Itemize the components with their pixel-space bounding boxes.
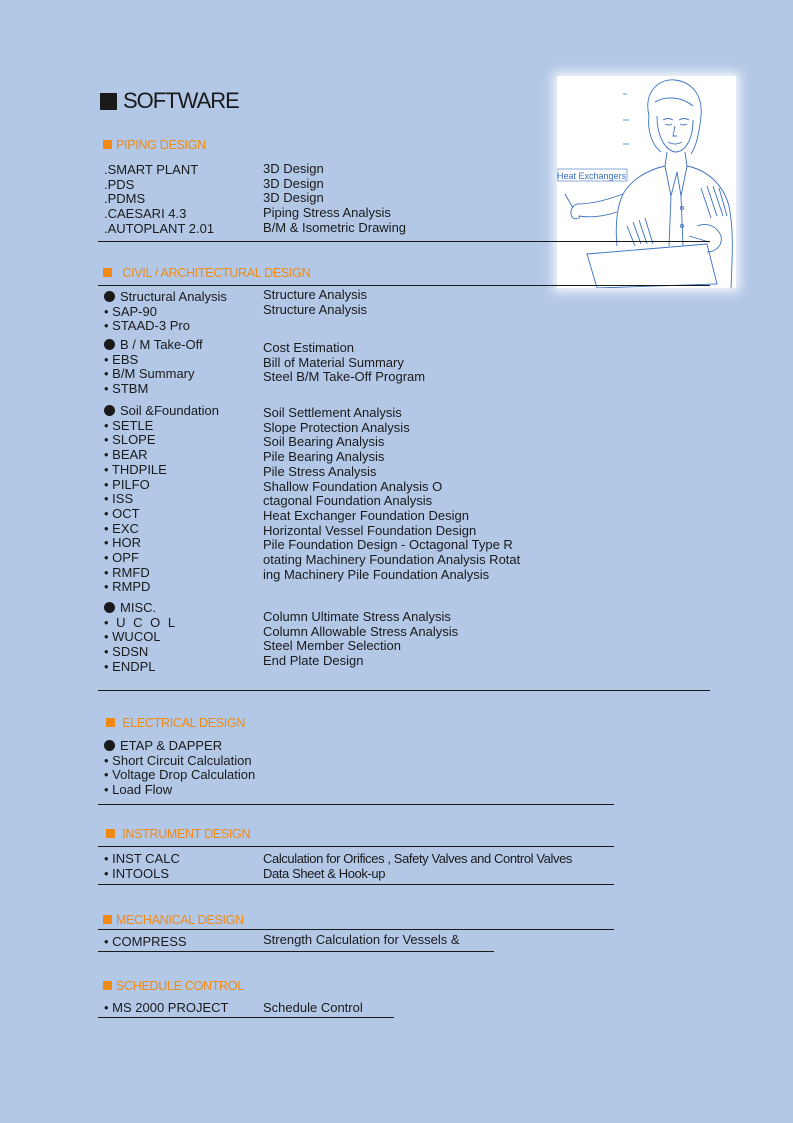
misc-group — [104, 601, 260, 675]
list-item: End Plate Design — [263, 653, 364, 669]
page-title-text: SOFTWARE — [123, 88, 239, 113]
circle-bullet-icon — [104, 405, 115, 416]
list-item: Strength Calculation for Vessels & — [263, 932, 460, 947]
list-item: • COMPRESS — [104, 934, 187, 949]
list-item: Shallow Foundation Analysis O — [263, 478, 443, 494]
list-item: Heat Exchanger Foundation Design — [263, 507, 469, 523]
list-item: ing Machinery Pile Foundation Analysis — [263, 566, 490, 582]
list-item: • SAP-90 — [104, 303, 157, 319]
list-item: • THDPILE — [104, 461, 167, 477]
divider — [98, 929, 614, 930]
piping-names — [104, 163, 260, 237]
list-item: Bill of Material Summary — [263, 354, 404, 370]
list-item: .AUTOPLANT 2.01 — [104, 220, 215, 236]
soil-descs — [263, 406, 520, 582]
list-item: • ENDPL — [104, 658, 156, 674]
list-item: .PDMS — [104, 191, 146, 207]
group-heading — [104, 338, 260, 353]
list-item: • BEAR — [104, 447, 148, 463]
section-instrument-heading — [106, 827, 250, 841]
square-bullet-icon — [100, 93, 117, 110]
divider — [98, 804, 614, 805]
list-item: • SETLE — [104, 417, 154, 433]
section-piping-heading — [103, 138, 206, 152]
divider — [98, 241, 710, 242]
list-item: Structure Analysis — [263, 301, 368, 317]
section-electrical-heading — [106, 716, 245, 730]
soil-group — [104, 404, 260, 595]
list-item: • ISS — [104, 491, 134, 507]
piping-descs — [263, 162, 406, 236]
group-heading-text: Structural Analysis — [120, 289, 227, 304]
list-item: .SMART PLANT — [104, 162, 199, 177]
list-item: Piping Stress Analysis — [263, 205, 391, 221]
bm-descs — [263, 341, 425, 385]
section-civil-heading-text: CIVIL / ARCHITECTURAL DESIGN — [122, 266, 311, 280]
section-piping-heading-text: PIPING DESIGN — [116, 138, 206, 152]
group-heading — [104, 601, 260, 616]
circle-bullet-icon — [104, 602, 115, 613]
list-item: 3D Design — [263, 161, 324, 176]
orange-square-icon — [103, 268, 112, 277]
list-item: Soil Settlement Analysis — [263, 405, 402, 420]
list-item: • EXC — [104, 520, 139, 536]
instrument-names — [104, 852, 260, 881]
circle-bullet-icon — [104, 339, 115, 350]
list-item: 3D Design — [263, 190, 324, 206]
section-schedule-heading-text: SCHEDULE CONTROL — [116, 979, 244, 993]
misc-descs — [263, 610, 458, 669]
list-item: • INST CALC — [104, 851, 180, 866]
list-item: otating Machinery Foundation Analysis Rotat — [263, 552, 521, 568]
list-item: • MS 2000 PROJECT — [104, 1000, 229, 1015]
list-item: Steel Member Selection — [263, 638, 402, 654]
list-item: • OCT — [104, 505, 140, 521]
list-item: • STAAD-3 Pro — [104, 318, 190, 334]
section-mechanical-heading-text: MECHANICAL DESIGN — [116, 913, 244, 927]
divider — [98, 846, 614, 847]
list-item: • RMFD — [104, 564, 150, 580]
electrical-group — [104, 739, 260, 798]
list-item: Pile Stress Analysis — [263, 463, 377, 479]
section-instrument-heading-text: INSTRUMENT DESIGN — [122, 827, 251, 841]
engineer-illustration — [557, 76, 736, 288]
structural-group — [104, 290, 260, 334]
list-item: • WUCOL — [104, 629, 161, 645]
bm-group — [104, 338, 260, 397]
divider — [98, 285, 710, 286]
divider — [98, 951, 494, 952]
list-item: Soil Bearing Analysis — [263, 434, 385, 450]
section-mechanical-heading — [103, 913, 244, 927]
list-item: • STBM — [104, 381, 149, 397]
group-heading — [104, 739, 260, 754]
group-heading-text: B / M Take-Off — [120, 337, 203, 352]
list-item: • Load Flow — [104, 782, 173, 798]
engineer-sketch-icon — [557, 76, 736, 288]
list-item: 3D Design — [263, 175, 324, 191]
list-item: ctagonal Foundation Analysis — [263, 493, 433, 509]
list-item: Calculation for Orifices , Safety Valves and Control Valves — [263, 851, 573, 866]
orange-square-icon — [106, 718, 115, 727]
group-heading-text: ETAP & DAPPER — [120, 738, 223, 753]
divider — [98, 884, 614, 885]
list-item: • OPF — [104, 550, 139, 566]
list-item: Steel B/M Take-Off Program — [263, 369, 426, 385]
list-item: .CAESARI 4.3 — [104, 206, 187, 222]
list-item: • U C O L — [104, 614, 178, 630]
orange-square-icon — [106, 829, 115, 838]
list-item: B/M & Isometric Drawing — [263, 219, 407, 235]
group-heading-text: Soil &Foundation — [120, 403, 220, 418]
list-item: • PILFO — [104, 476, 150, 492]
list-item: .PDS — [104, 176, 135, 192]
circle-bullet-icon — [104, 740, 115, 751]
list-item: Cost Estimation — [263, 340, 355, 355]
photo-label: Heat Exchangers — [557, 171, 627, 181]
list-item: • RMPD — [104, 579, 151, 595]
group-heading — [104, 404, 260, 419]
list-item: Data Sheet & Hook-up — [263, 865, 386, 881]
list-item: • HOR — [104, 535, 142, 551]
group-heading — [104, 290, 260, 305]
list-item: Slope Protection Analysis — [263, 419, 410, 435]
list-item: • EBS — [104, 351, 139, 367]
divider — [98, 690, 710, 691]
list-item: Pile Bearing Analysis — [263, 449, 385, 465]
group-heading-text: MISC. — [120, 600, 157, 615]
list-item: • Voltage Drop Calculation — [104, 767, 256, 783]
divider — [98, 1017, 394, 1018]
structural-descs — [263, 288, 367, 317]
circle-bullet-icon — [104, 291, 115, 302]
orange-square-icon — [103, 140, 112, 149]
list-item: • Short Circuit Calculation — [104, 752, 252, 768]
list-item: Column Ultimate Stress Analysis — [263, 609, 451, 624]
list-item: • INTOOLS — [104, 865, 169, 881]
orange-square-icon — [103, 915, 112, 924]
list-item: Horizontal Vessel Foundation Design — [263, 522, 477, 538]
page-title — [100, 88, 239, 114]
section-civil-heading — [103, 266, 310, 280]
list-item: Column Allowable Stress Analysis — [263, 623, 459, 639]
list-item: Pile Foundation Design - Octagonal Type R — [263, 537, 513, 553]
instrument-descs — [263, 852, 572, 881]
list-item: • SDSN — [104, 644, 149, 660]
orange-square-icon — [103, 981, 112, 990]
list-item: • SLOPE — [104, 432, 156, 448]
section-schedule-heading — [103, 979, 244, 993]
section-electrical-heading-text: ELECTRICAL DESIGN — [122, 716, 246, 730]
list-item: • B/M Summary — [104, 366, 195, 382]
list-item: Structure Analysis — [263, 287, 368, 302]
list-item: Schedule Control — [263, 1000, 363, 1015]
